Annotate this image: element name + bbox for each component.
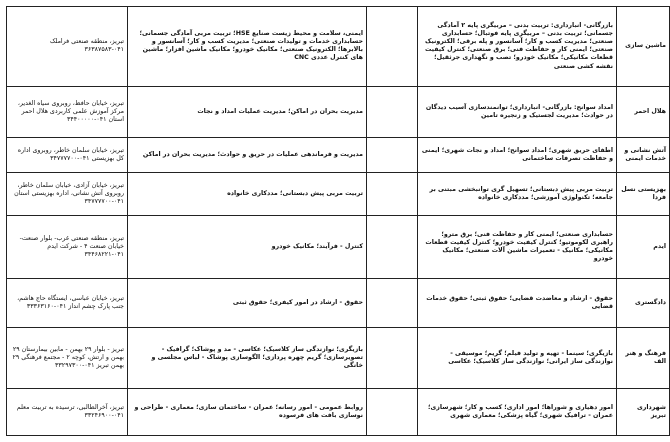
address-cell: تبریز، خیابان سلمان خاطر، روبروی اداره کل بهزیستی ۰۴۱-۳۴۷۷۷۷۰۰ (7, 137, 128, 172)
organization-cell: شهرداری تبریز (617, 389, 670, 436)
fields-cell: امداد سوانح: بازرگانی- انبارداری؛ توانمندسازی آسیب دیدگان در حوادث؛ مدیریت لجستیک و زنجیره تامین (418, 86, 617, 137)
address-cell: تبریز، آخرالطالبی، ترسیده به تربیت معلم ۰۴۱-۳۳۲۴۶۹۰۰ (7, 389, 128, 436)
empty-cell (367, 389, 418, 436)
table-row (7, 86, 670, 137)
organization-cell: ایدم (617, 216, 670, 278)
courses-cell: تربیت مربی پیش دبستانی؛ مددکاری خانواده (128, 173, 367, 216)
organization-cell: هلال احمر (617, 86, 670, 137)
organization-cell: بهزیستی نسل فردا (617, 173, 670, 216)
table-row (7, 137, 670, 172)
table-row (7, 328, 670, 389)
organization-cell: آتش نشانی و خدمات ایمنی (617, 137, 670, 172)
courses-cell: مدیریت بحران در اماکن؛ مدیریت عملیات امداد و نجات (128, 86, 367, 137)
fields-cell: حسابداری صنعتی؛ ایمنی کار و حفاظت فنی؛ برق مترو؛ راهبری لکوموتیو؛ کنترل کیفیت خودرو؛ کنترل کیفیت قطعات مکانیکی؛ مکانیک - تعمیرات ماشین آلات صنعتی؛ مکانیک خودرو (418, 216, 617, 278)
address-cell: تبریز، منطقه صنعتی غرب- بلوار صنعت- خیابان صنعت ۴ - شرکت ایدم ۰۴۱-۳۴۴۶۸۲۲۱ (7, 216, 128, 278)
courses-cell: حقوق - ارشاد در امور کیفری؛ حقوق ثبتی (128, 278, 367, 328)
empty-cell (367, 86, 418, 137)
fields-cell: اطفای حریق شهری؛ امداد سوانح؛ امداد و نجات شهری؛ ایمنی و حفاظت تصرفات ساختمانی (418, 137, 617, 172)
table-row (7, 173, 670, 216)
table-row (7, 389, 670, 436)
organization-cell: دادگستری (617, 278, 670, 328)
empty-cell (367, 7, 418, 87)
empty-cell (367, 328, 418, 389)
address-cell: تبریز، منطقه صنعتی فراملک ۰۴۱-۳۶۳۸۷۵۸۳ (7, 7, 128, 87)
address-cell: تبریز، خیابان آزادی، خیابان سلمان خاطر، روبروی آتش نشانی، اداره بهزیستی استان ۰۴۱-۳۴۷۷۷۷۰۰ (7, 173, 128, 216)
table-row (7, 7, 670, 87)
organization-cell: ماشین سازی (617, 7, 670, 87)
courses-cell: ایمنی، سلامت و محیط زیست صنایع HSE؛ تربیت مربی آمادگی جسمانی؛ حسابداری خدمات و تولیدات صنعتی؛ مدیریت کسب و کار؛ آسانسور و بالابرها؛ الکترونیک صنعتی؛ مکانیک خودرو؛ مکانیک ماشین افزار؛ ماشین های کنترل عددی CNC (128, 7, 367, 87)
fields-cell: تربیت مربی پیش دبستانی؛ تسهیل گری توانبخشی مبتنی بر جامعه؛ تکنولوژی آموزشی؛ مددکاری خانواده (418, 173, 617, 216)
address-cell: تبریز، خیابان عباسی، ایستگاه حاج هاشم، جنب پارک چشم انداز ۰۴۱-۳۳۳۶۳۱۶۰ (7, 278, 128, 328)
courses-cell: مدیریت و فرماندهی عملیات در حریق و حوادث؛ مدیریت بحران در اماکن (128, 137, 367, 172)
centers-table (6, 6, 670, 436)
courses-cell: کنترل - فرآیند؛ مکانیک خودرو (128, 216, 367, 278)
fields-cell: بازرگانی- انبارداری: تربیت بدنی – مربیگری پایه ۲ آمادگی جسمانی؛ تربیت بدنی – مربیگری پایه فوتبال؛ حسابداری صنعتی؛ مدیریت کسب و کار؛ آسانسور و پله برقی؛ الکترونیک صنعتی؛ ایمنی کار و حفاظت فنی؛ برق صنعتی؛ کنترل کیفیت قطعات مکانیکی؛ مکانیک خودرو؛ تصب و نگهداری جرثقیل؛ نقشه کشی صنعتی (418, 7, 617, 87)
address-cell: تبریز - بلوار ۲۹ بهمن - مابین بیمارستان ۲۹ بهمن و ارتش، کوچه ۲ - مجتمع فرهنگی ۲۹ بهمن تبریز ۰۴۱-۳۳۲۹۷۳۰۰ (7, 328, 128, 389)
organization-cell: فرهنگ و هنر الف (617, 328, 670, 389)
courses-cell: روابط عمومی - امور رسانه؛ عمران - ساختمان سازی؛ معماری - طراحی و نوسازی بافت های فرسوده (128, 389, 367, 436)
empty-cell (367, 173, 418, 216)
fields-cell: امور دهیاری و شوراها؛ امور اداری؛ کسب و کار؛ شهرسازی؛ عمران - ترافیک شهری؛ گیاه پزشکی؛ معماری شهری (418, 389, 617, 436)
address-cell: تبریز، خیابان حافظ، روبروی سیاه الغدیر، مرکز آموزش علمی کاربردی هلال احمر استان ۰۴۱-۳۴۴۰۰۰۰۰ (7, 86, 128, 137)
empty-cell (367, 137, 418, 172)
table-row (7, 216, 670, 278)
fields-cell: بازیگری؛ سینما - تهیه و تولید فیلم؛ گریم؛ موسیقی - نوازندگی ساز ایرانی؛ نوازندگی ساز کلاسیک؛ عکاسی (418, 328, 617, 389)
courses-cell: بازیگری؛ نوازندگی ساز کلاسیک؛ عکاسی - مد و پوشاک؛ گرافیک - تصویرسازی؛ گریم چهره پردازی؛ الگوسازی پوشاک - لباس مجلسی و خانگی (128, 328, 367, 389)
empty-cell (367, 216, 418, 278)
fields-cell: حقوق - ارشاد و معاضدت قضایی؛ حقوق ثبتی؛ حقوق خدمات قضایی (418, 278, 617, 328)
table-row (7, 278, 670, 328)
empty-cell (367, 278, 418, 328)
